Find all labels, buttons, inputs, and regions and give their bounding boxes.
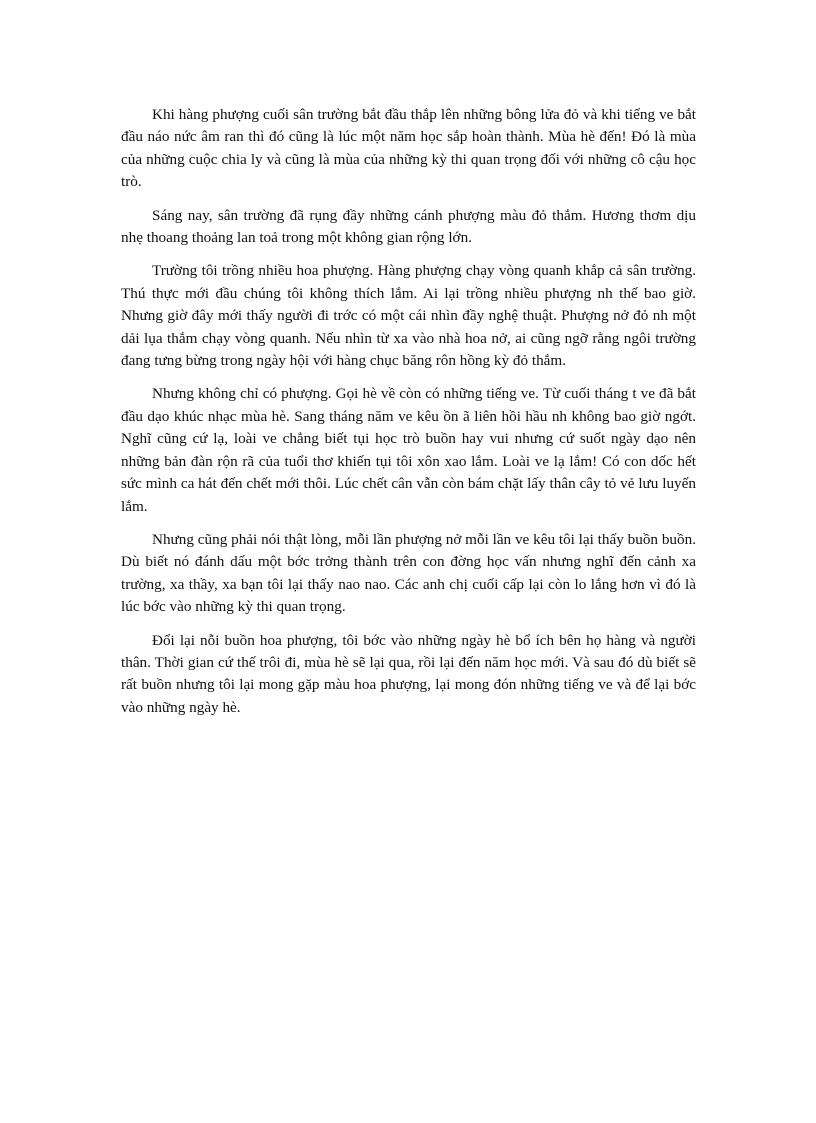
document-body: [121, 104, 696, 730]
paragraph-3: Trường tôi trồng nhiều hoa phượng. Hàng phượng chạy vòng quanh khắp cả sân trường. Thú thực mới đầu chúng tôi không thích lắm. Ai lại trồng nhiều phượng nh thế bao giờ. Nhưng giờ đây mới thấy người đi trớc có một cái nhìn đầy nghệ thuật. Phượng nở đỏ nh một dải lụa thắm chạy vòng quanh. Nếu nhìn từ xa vào nhà hoa nở, ai cũng ngỡ rằng ngôi trường đang tưng bừng trong ngày hội với hàng chục băng rôn hồng kỳ đỏ thắm.: [121, 262, 696, 370]
paragraph-1: Khi hàng phượng cuối sân trường bắt đầu thắp lên những bông lửa đỏ và khi tiếng ve bắt đầu náo nức âm ran thì đó cũng là lúc một năm học sắp hoàn thành. Mùa hè đến! Đó là mùa của những cuộc chia ly và cũng là mùa của những kỳ thi quan trọng đối với những cô cậu học trò.: [121, 106, 696, 191]
paragraph-2: Sáng nay, sân trường đã rụng đầy những cánh phượng màu đỏ thắm. Hương thơm dịu nhẹ thoang thoảng lan toả trong một không gian rộng lớn.: [121, 206, 696, 247]
paragraph-6: Đổi lại nỗi buồn hoa phượng, tôi bớc vào những ngày hè bổ ích bên họ hàng và người thân. Thời gian cứ thế trôi đi, mùa hè sẽ lại qua, rồi lại đến năm học mới. Và sau đó dù biết sẽ rất buồn nhưng tôi lại mong gặp màu hoa phượng, lại mong đón những tiếng ve và để lại bớc vào những ngày hè.: [121, 631, 696, 716]
paragraph-4: Nhưng không chỉ có phượng. Gọi hè về còn có những tiếng ve. Từ cuối tháng t ve đã bắt đầu dạo khúc nhạc mùa hè. Sang tháng năm ve kêu ồn ã liên hồi hầu nh không bao giờ ngớt. Nghĩ cũng cứ lạ, loài ve chẳng biết tụi học trò buồn hay vui nhưng cứ suốt ngày dạo nên những bản đàn rộn rã của tuổi thơ khiến tụi tôi xôn xao lắm. Loài ve lạ lắm! Có con dốc hết sức mình ca hát đến chết mới thôi. Lúc chết cân vẫn còn bám chặt lấy thân cây tỏ vẻ lưu luyến lắm.: [121, 385, 696, 515]
paragraph-5: Nhưng cũng phải nói thật lòng, mỗi lần phượng nở mỗi lần ve kêu tôi lại thấy buồn buồn. Dù biết nó đánh dấu một bớc trởng thành trên con đờng học vấn nhưng nghĩ đến cảnh xa trường, xa thầy, xa bạn tôi lại thấy nao nao. Các anh chị cuối cấp lại còn lo lắng hơn vì đó là lúc bớc vào những kỳ thi quan trọng.: [121, 530, 696, 616]
